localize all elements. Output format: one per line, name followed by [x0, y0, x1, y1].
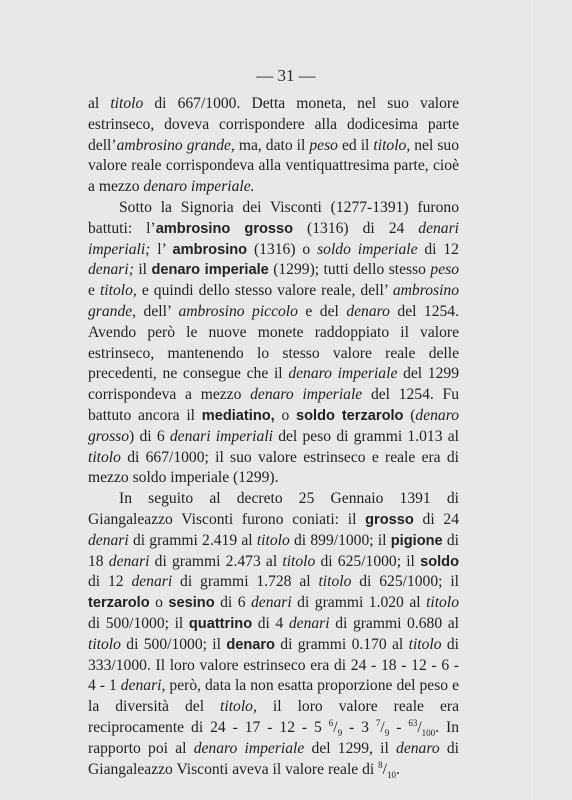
text-run: di 500/1000; il	[88, 614, 189, 632]
bold-run: soldo terzarolo	[296, 407, 404, 424]
text-run: del 1299 corrispondeva a mezzo	[88, 365, 459, 404]
bold-run: grosso	[365, 511, 414, 528]
italic-run: denari	[131, 573, 173, 591]
italic-run: peso	[309, 136, 338, 154]
text-run: e del	[297, 302, 347, 320]
italic-run: denaro imperiale	[193, 739, 305, 757]
italic-run: titolo	[88, 635, 121, 653]
paragraph	[88, 489, 459, 780]
italic-run: soldo imperiale	[317, 240, 418, 258]
italic-run: denari	[108, 552, 150, 570]
text-run: di grammi 1.020 al	[291, 594, 427, 612]
text-run: In seguito al decreto 25 Gennaio 1391 di Giangaleazzo Visconti furono coniati: il	[88, 490, 459, 528]
text-run: di 625/1000; il	[351, 573, 460, 591]
text-run: del 1254. Fu battuto ancora il	[88, 386, 459, 424]
fraction-denominator: 9	[384, 728, 390, 739]
italic-run: titolo	[318, 573, 352, 591]
italic-run: titolo,	[220, 698, 257, 716]
bold-run: sesino	[168, 595, 215, 612]
fraction-denominator: 9	[337, 728, 343, 739]
text-run: -	[389, 718, 409, 736]
text-run: di 500/1000; il	[120, 635, 227, 653]
text-run: di 18	[88, 531, 459, 570]
text-run: di 6	[214, 594, 251, 612]
text-run: di 24	[413, 510, 459, 528]
paragraph	[88, 94, 459, 198]
text-run: l’	[150, 240, 173, 258]
italic-run: titolo	[426, 594, 459, 612]
text-run: .	[396, 760, 400, 778]
text-run: o	[149, 594, 169, 612]
text-run: di 333/1000. Il loro valore estrinseco era di 24 - 18 - 12 - 6 - 4 - 1	[88, 635, 460, 695]
italic-run: titolo	[408, 635, 442, 653]
bold-run: quattrino	[188, 615, 253, 632]
italic-run: titolo	[282, 552, 316, 570]
text-run: di grammi 2.419 al	[128, 531, 257, 549]
text-run: ) di 6	[129, 427, 170, 445]
page-number: — 31 —	[256, 66, 316, 85]
text-run: (	[403, 406, 416, 424]
text-run: di 667/1000. Detta moneta, nel suo valore estrinseco, doveva corrispondere alla dodicesima parte dell’	[88, 95, 460, 154]
italic-run: titolo,	[99, 282, 137, 300]
text-run: di 899/1000; il	[289, 531, 391, 549]
italic-run: peso	[430, 261, 459, 279]
text-run: di grammi 2.473 al	[149, 552, 283, 570]
text-run: (1316) o	[247, 240, 318, 258]
text-run: di grammi 1.728 al	[172, 573, 319, 591]
text-run: di 667/1000; il suo valore estrinseco e reale era di mezzo soldo imperiale (1299).	[88, 448, 459, 487]
italic-run: titolo	[88, 448, 121, 466]
text-run: al	[88, 95, 111, 112]
italic-run: denari,	[120, 677, 166, 695]
italic-run: denari	[288, 614, 330, 632]
fraction-numerator: 7	[375, 717, 381, 728]
text-run: e	[88, 282, 100, 300]
fraction-denominator: 10	[387, 769, 397, 780]
bold-run: mediatino,	[201, 407, 275, 424]
bold-run: ambrosino	[172, 241, 248, 258]
text-run: dell’	[136, 302, 179, 320]
text-run: (1299); tutti dello stesso	[268, 261, 431, 279]
italic-run: denari	[88, 531, 129, 549]
text-run: però, data la non esatta proporzione del peso e la diversità del	[88, 677, 459, 716]
text-run: di grammi 0.170 al	[274, 635, 409, 653]
text-run: del 1254. Avendo però le nuove monete raddoppiato il valore estrinseco, mantenendo lo stesso valore reale delle precedenti, ne consegue che il	[88, 302, 460, 383]
text-run: di 12	[417, 240, 459, 258]
italic-run: denaro imperiale	[288, 365, 398, 383]
text-run: di 625/1000; il	[315, 552, 421, 570]
page-crease	[530, 0, 532, 800]
paragraph	[88, 198, 459, 489]
text-run: ma, dato il	[234, 136, 310, 154]
text-run: nel suo valore reale corrispondeva alla ventiquattresima parte, cioè a mezzo	[88, 136, 459, 196]
bold-run: pigione	[390, 532, 443, 549]
fraction: $^8/_{10}$	[378, 759, 397, 780]
italic-run: ambrosino grande,	[88, 282, 459, 320]
italic-run: denaro imperiale.	[143, 178, 255, 196]
fraction: $^{63}/_{100}$	[408, 717, 436, 739]
bold-run: soldo	[420, 553, 459, 570]
text-run: e quindi dello stesso valore reale, dell’	[136, 282, 393, 300]
text-run: Sotto la Signoria dei Visconti (1277-1391) furono battuti: l’	[88, 198, 459, 237]
text-run: (1316) di 24	[293, 219, 419, 237]
italic-run: denari	[250, 594, 292, 612]
italic-run: titolo	[256, 531, 290, 549]
text-run: - 3	[342, 718, 376, 736]
text-run: di 12	[88, 573, 132, 591]
italic-run: denari imperiali;	[88, 219, 459, 258]
fraction: $^6/_9$	[328, 717, 343, 739]
text-run: del 1299, il	[304, 739, 397, 757]
text-run: ed il	[337, 136, 374, 154]
bold-run: denaro imperiale	[151, 262, 269, 279]
italic-run: denari imperiali	[169, 427, 273, 445]
italic-run: denaro imperiale	[250, 386, 363, 404]
text-run: o	[274, 406, 297, 424]
italic-run: ambrosino piccolo	[178, 302, 298, 320]
fraction-denominator: 100	[421, 728, 436, 739]
text-run: di Giangaleazzo Visconti aveva il valore reale di	[88, 739, 460, 778]
text-run: del peso di grammi 1.013 al	[272, 427, 459, 445]
bold-run: terzarolo	[88, 595, 150, 612]
italic-run: denaro grosso	[88, 406, 460, 445]
fraction-numerator: 6	[328, 717, 334, 728]
bold-run: ambrosino grosso	[155, 220, 294, 237]
text-run: . In rapporto poi al	[88, 718, 459, 757]
italic-run: denari;	[88, 261, 134, 279]
text-run: di grammi 0.680 al	[329, 614, 460, 632]
italic-run: ambrosino grande,	[116, 136, 235, 154]
italic-run: denaro	[346, 302, 390, 320]
fraction: $^7/_9$	[375, 717, 390, 739]
italic-run: titolo,	[373, 136, 411, 154]
italic-run: titolo	[110, 95, 144, 112]
text-run: il	[133, 261, 152, 279]
text-run: il loro valore reale era reciprocamente di 24 - 17 - 12 - 5	[88, 698, 460, 736]
text-run: di 4	[252, 614, 289, 632]
fraction-numerator: 8	[378, 759, 383, 770]
fraction-numerator: 63	[408, 717, 418, 728]
bold-run: denaro	[226, 636, 275, 653]
body-text	[88, 94, 459, 780]
italic-run: denaro	[396, 739, 440, 757]
